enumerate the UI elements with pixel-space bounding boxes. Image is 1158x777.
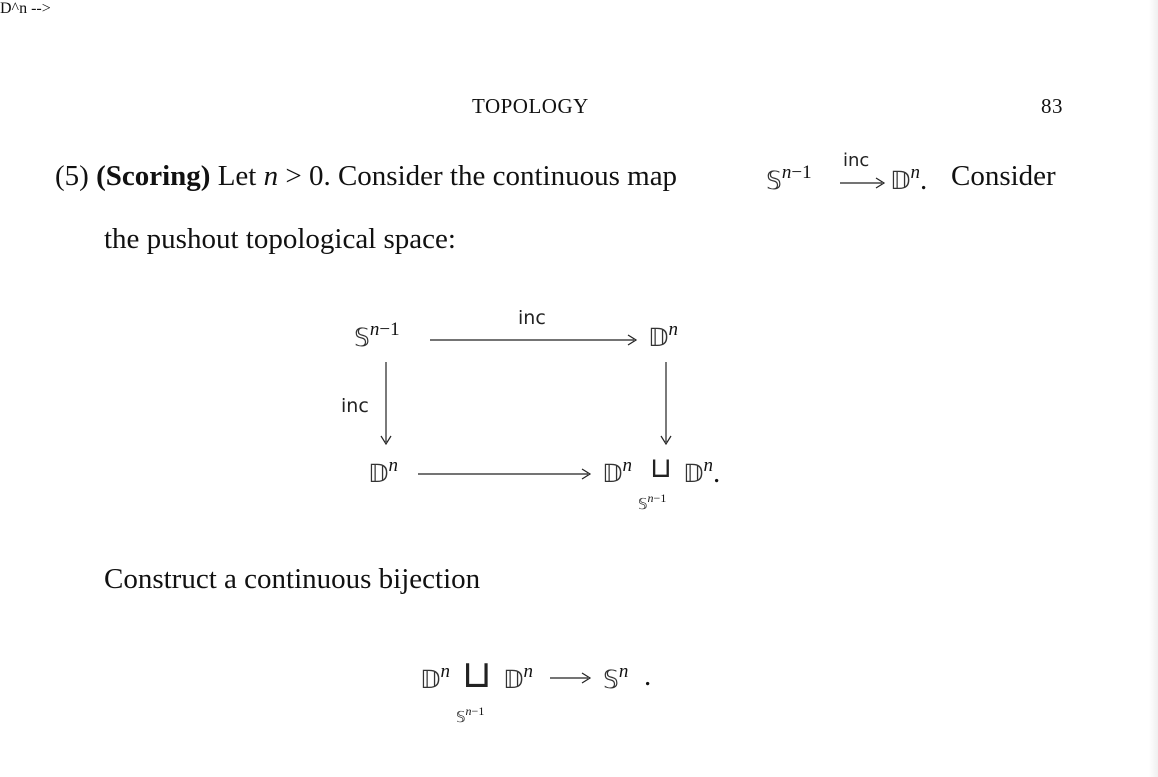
page-edge-shadow xyxy=(1149,0,1158,777)
inline-map-arrow xyxy=(838,176,888,190)
formula-period: . xyxy=(644,660,652,692)
formula-coproduct-subscript: 𝕊$^{n-1}$ xyxy=(456,704,485,726)
diagram-top-arrow xyxy=(428,333,640,347)
diagram-top-arrow-label: inc xyxy=(518,307,546,329)
formula-disk-2: 𝔻n xyxy=(503,661,533,694)
var-n: n xyxy=(263,160,279,192)
diagram-coproduct-symbol: ⊔ xyxy=(650,451,672,484)
diagram-right-arrow xyxy=(659,360,673,448)
formula-disk-1: 𝔻n xyxy=(420,661,450,694)
problem-tag: (Scoring) xyxy=(96,160,211,192)
formula-arrow xyxy=(548,671,594,685)
page-number: 83 xyxy=(1041,94,1063,118)
formula-sphere: 𝕊n xyxy=(603,661,629,694)
inline-map-source: 𝕊n−1 xyxy=(766,162,812,195)
inequality: > 0. xyxy=(285,160,331,192)
text-consider: Consider xyxy=(951,160,1056,192)
diagram-node-bottom-right: 𝔻n xyxy=(602,455,632,488)
disk-symbol: 𝔻 xyxy=(890,166,911,195)
diagram-coproduct-subscript: 𝕊$^{n-1}$ xyxy=(638,491,667,513)
construct-text: Construct a continuous bijection xyxy=(104,563,481,595)
inline-map-label: inc xyxy=(843,150,870,171)
diagram-node-bottom-right-2: 𝔻n. xyxy=(683,455,721,489)
problem-line-1 xyxy=(55,160,677,193)
problem-line-2: the pushout topological space: xyxy=(104,223,456,255)
diagram-left-arrow-label: inc xyxy=(341,395,369,417)
diagram-node-top-left: 𝕊n−1 xyxy=(354,319,400,352)
running-title: TOPOLOGY xyxy=(472,94,589,118)
text-let: Let xyxy=(217,160,257,192)
diagram-bottom-arrow xyxy=(416,467,594,481)
diagram-node-top-right: 𝔻n xyxy=(648,319,678,352)
diagram-node-bottom-left: 𝔻n xyxy=(368,455,398,488)
problem-number: (5) xyxy=(55,160,89,192)
inline-map-target: 𝔻n. xyxy=(890,162,928,196)
sphere-symbol: 𝕊 xyxy=(766,166,782,195)
text-consider-map: Consider the continuous map xyxy=(337,160,678,192)
diagram-left-arrow xyxy=(379,360,393,448)
formula-coproduct-symbol: ⊔ xyxy=(462,652,492,696)
